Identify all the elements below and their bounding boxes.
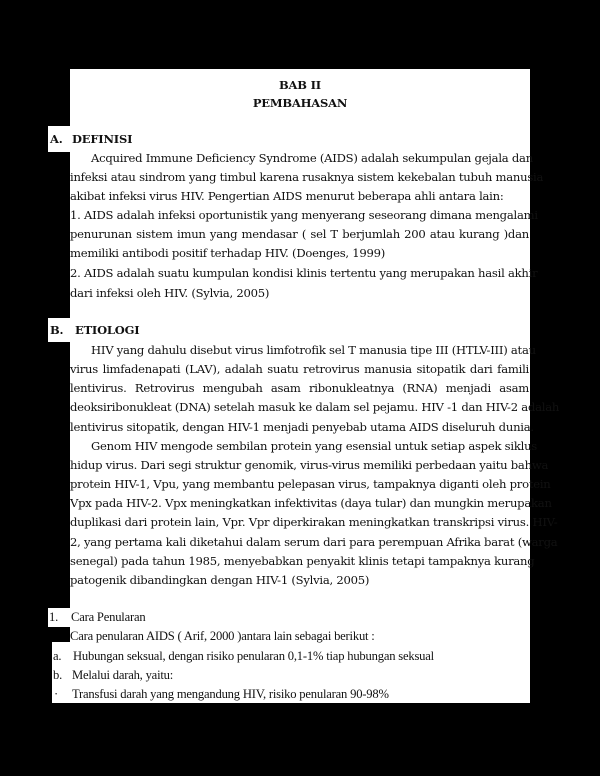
paragraph-line: Vpx pada HIV-2. Vpx meningkatkan infektivitas (daya tular) dan mungkin merupakan [70,496,552,510]
paragraph-line: akibat infeksi virus HIV. Pengertian AIDS menurut beberapa ahli antara lain: [70,189,504,203]
chapter-title: PEMBAHASAN [252,96,348,110]
chapter-label: BAB II [279,78,321,92]
paragraph-line: infeksi atau sindrom yang timbul karena rusaknya sistem kekebalan tubuh manusia [70,170,544,184]
subsection-marker: 1. [49,610,59,624]
list-item-marker: a. [53,649,62,663]
paragraph-line: protein HIV-1, Vpu, yang membantu pelepasan virus, tampaknya diganti oleh protein [70,477,551,491]
section-b-title: ETIOLOGI [75,323,140,337]
list-line: memiliki antibodi positif terhadap HIV. (Doenges, 1999) [70,246,386,260]
paragraph-line: Genom HIV mengode sembilan protein yang esensial untuk setiap aspek siklus [91,439,537,453]
list-item-marker: b. [53,668,63,682]
paragraph-line: 2, yang pertama kali diketahui dalam serum dari para perempuan Afrika barat (warga [70,535,558,549]
paragraph-line: HIV yang dahulu disebut virus limfotrofik sel T manusia tipe III (HTLV-III) atau [91,343,536,357]
list-line: dari infeksi oleh HIV. (Sylvia, 2005) [70,286,270,300]
list-line: 2. AIDS adalah suatu kumpulan kondisi klinis tertentu yang merupakan hasil akhir [70,266,538,280]
paragraph-line: deoksiribonukleat (DNA) setelah masuk ke dalam sel pejamu. HIV -1 dan HIV-2 adalah [70,400,560,414]
paragraph-line: virus limfadenapati (LAV), adalah suatu retrovirus manusia sitopatik dari famili [70,362,529,376]
list-line: 1. AIDS adalah infeksi oportunistik yang menyerang seseorang dimana mengalami [70,208,538,222]
paragraph-line: patogenik dibandingkan dengan HIV-1 (Sylvia, 2005) [70,573,370,587]
paragraph-line: senegal) pada tahun 1985, menyebabkan penyakit klinis tetapi tampaknya kurang [70,554,535,568]
list-item: Melalui darah, yaitu: [72,668,174,682]
subsection-title: Cara Penularan [71,610,146,624]
paragraph-line: lentivirus sitopatik, dengan HIV-1 menjadi penyebab utama AIDS diseluruh dunia. [70,420,534,434]
paragraph-line: hidup virus. Dari segi struktur genomik, virus-virus memiliki perbedaan yaitu bahwa [70,458,549,472]
list-item: Hubungan seksual, dengan risiko penularan 0,1-1% tiap hubungan seksual [73,649,434,663]
section-b-marker: B. [50,323,64,337]
list-item: Transfusi darah yang mengandung HIV, risiko penularan 90-98% [72,687,389,701]
list-line: penurunan sistem imun yang mendasar ( sel T berjumlah 200 atau kurang )dan [70,227,529,241]
paragraph-line: lentivirus. Retrovirus mengubah asam ribonukleatnya (RNA) menjadi asam [70,381,529,395]
section-a-marker: A. [50,132,63,146]
bullet-icon: · [54,687,58,701]
paragraph-line: duplikasi dari protein lain, Vpr. Vpr diperkirakan meningkatkan transkripsi virus. HIV- [70,515,558,529]
paragraph-line: Acquired Immune Deficiency Syndrome (AIDS) adalah sekumpulan gejala dan [91,151,533,165]
subsection-intro: Cara penularan AIDS ( Arif, 2000 )antara lain sebagai berikut : [70,629,375,643]
section-a-title: DEFINISI [72,132,133,146]
